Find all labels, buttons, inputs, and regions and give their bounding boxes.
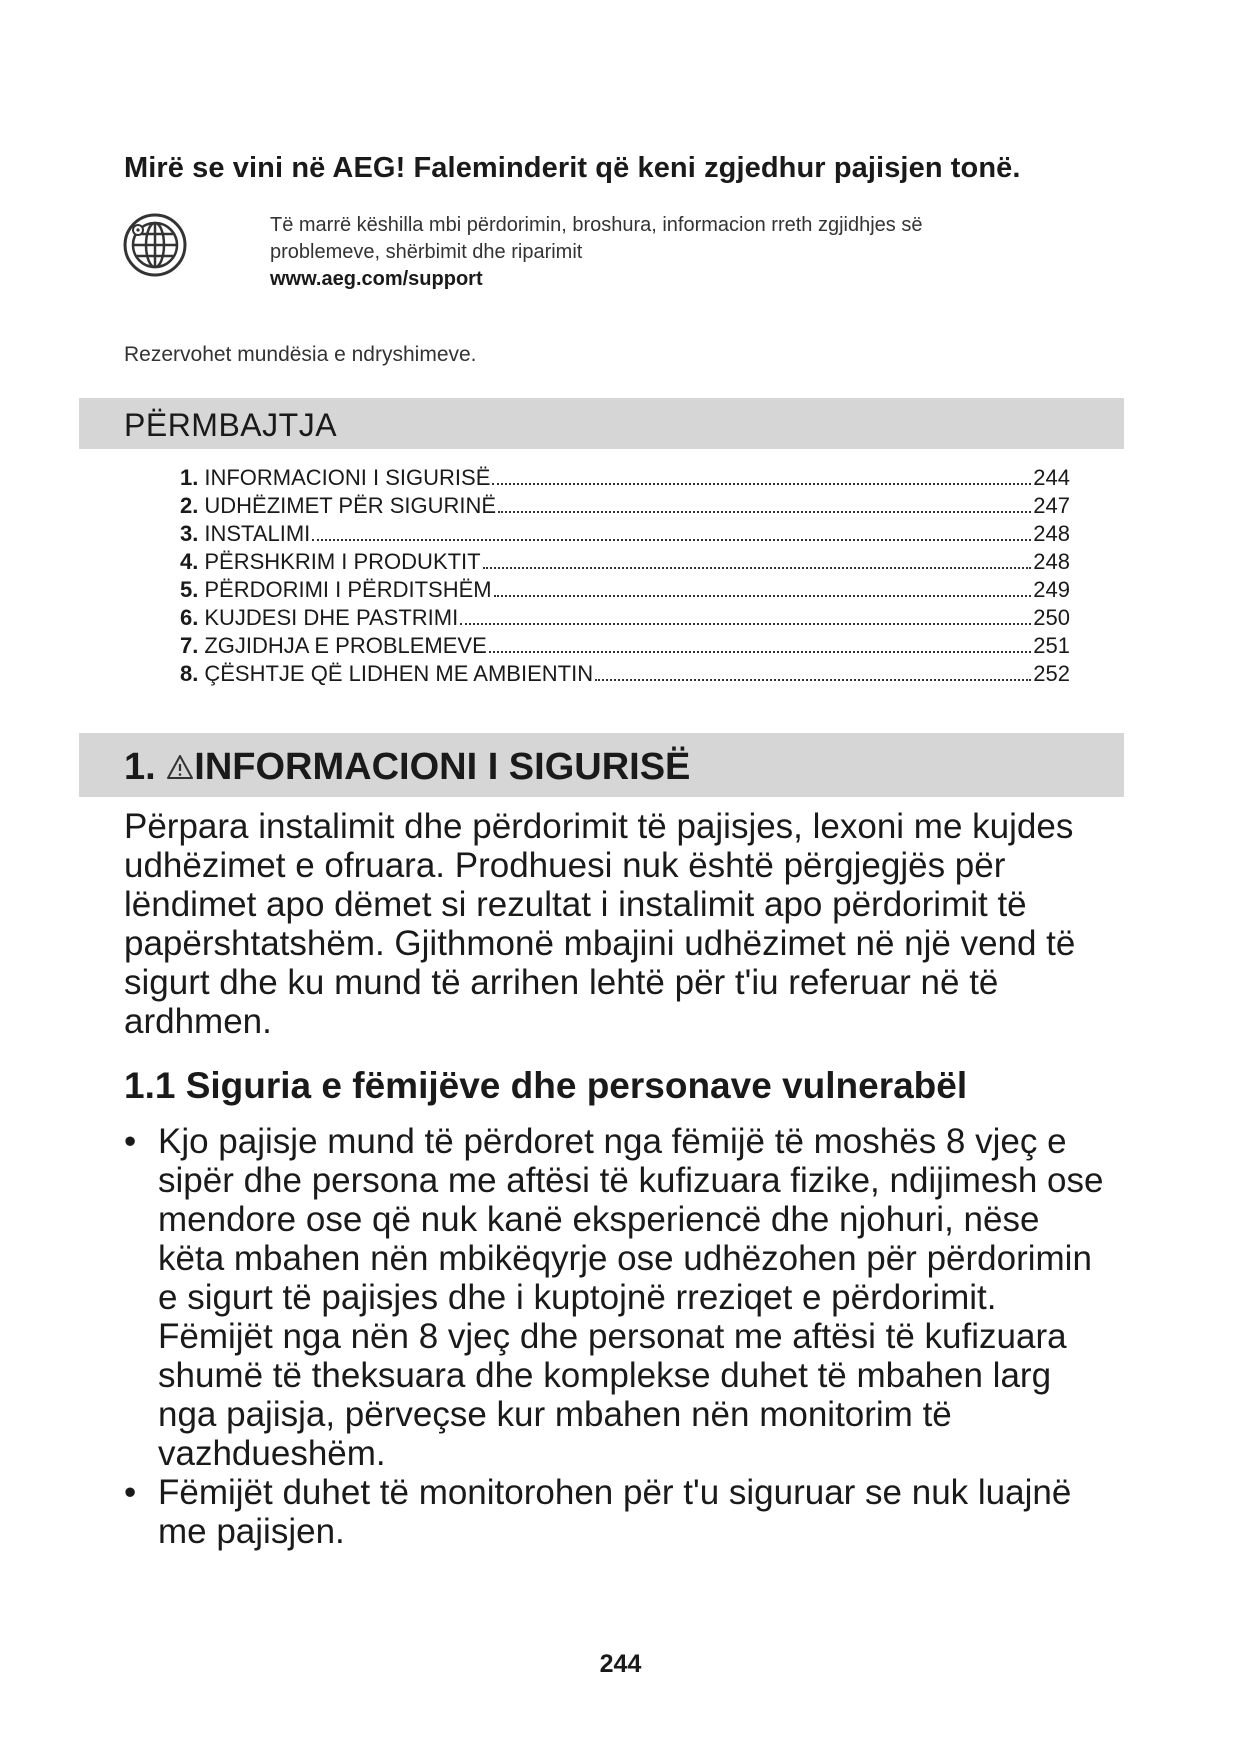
toc-item[interactable]	[180, 464, 1070, 492]
toc-title: PËRMBAJTJA	[124, 407, 338, 443]
page-number: 244	[599, 1650, 642, 1678]
toc-leader-dots	[498, 510, 1031, 513]
toc-item-page: 251	[1033, 633, 1070, 658]
globe-icon	[122, 212, 188, 278]
toc-item-page: 252	[1033, 661, 1070, 686]
toc-item-page: 248	[1033, 521, 1070, 546]
toc-item-number: 7.	[180, 633, 199, 658]
toc-item-page: 249	[1033, 577, 1070, 602]
support-line-2: problemeve, shërbimit dhe riparimit	[270, 241, 583, 263]
toc-leader-dots	[595, 678, 1031, 681]
toc-item-label: INSTALIMI	[204, 521, 311, 546]
section-number: 1.	[124, 746, 156, 788]
toc-item-page: 247	[1033, 493, 1070, 518]
support-url-link[interactable]: www.aeg.com/support	[270, 268, 483, 290]
list-item	[124, 1473, 1114, 1551]
toc-item[interactable]	[180, 660, 1070, 688]
bullet-text: Fëmijët duhet të monitorohen për t'u siguruar se nuk luajnë me pajisjen.	[158, 1473, 1072, 1551]
toc-item-label: PËRSHKRIM I PRODUKTIT	[204, 549, 481, 574]
toc-leader-dots	[492, 482, 1031, 485]
toc-item[interactable]	[180, 604, 1070, 632]
toc-item-number: 8.	[180, 661, 199, 686]
warning-icon	[166, 753, 194, 781]
bullet-symbol: •	[124, 1473, 137, 1512]
toc-item-label: PËRDORIMI I PËRDITSHËM	[204, 577, 492, 602]
toc-item-label: ÇËSHTJE QË LIDHEN ME AMBIENTIN	[204, 661, 594, 686]
toc-item-page: 244	[1033, 465, 1070, 490]
toc-item-page: 248	[1033, 549, 1070, 574]
subsection-title: 1.1 Siguria e fëmijëve dhe personave vulnerabël	[124, 1065, 968, 1106]
toc-item-label: KUJDESI DHE PASTRIMI	[204, 605, 459, 630]
toc-item[interactable]	[180, 548, 1070, 576]
list-item	[124, 1122, 1114, 1473]
toc-item-label: UDHËZIMET PËR SIGURINË	[204, 493, 497, 518]
toc-item-label: ZGJIDHJA E PROBLEMEVE	[204, 633, 487, 658]
safety-bullet-list	[124, 1122, 1114, 1551]
bullet-symbol: •	[124, 1122, 137, 1161]
toc-item[interactable]	[180, 632, 1070, 660]
toc-item-number: 5.	[180, 577, 199, 602]
toc-leader-dots	[312, 538, 1031, 541]
toc-item-label: INFORMACIONI I SIGURISË	[204, 465, 491, 490]
section-header-band	[79, 733, 1124, 797]
toc-leader-dots	[489, 650, 1032, 653]
reserve-notice: Rezervohet mundësia e ndryshimeve.	[124, 343, 477, 366]
toc-item-page: 250	[1033, 605, 1070, 630]
toc-leader-dots	[460, 622, 1031, 625]
toc-item[interactable]	[180, 520, 1070, 548]
toc-item-number: 1.	[180, 465, 199, 490]
welcome-heading: Mirë se vini në AEG! Faleminderit që keni zgjedhur pajisjen tonë.	[124, 152, 1021, 184]
section-title	[124, 746, 690, 789]
support-text	[270, 212, 1030, 293]
toc-item-number: 3.	[180, 521, 199, 546]
toc-item[interactable]	[180, 492, 1070, 520]
bullet-text: Kjo pajisje mund të përdoret nga fëmijë të moshës 8 vjeç e sipër dhe persona me aftësi të kufizuara fizike, ndijimesh ose mendore ose që nuk kanë eksperiencë dhe njohuri, nëse këta mbahen nën mbikëqyrje ose udhëzohen për përdorimin e sigurt të pajisjes dhe i kuptojnë rreziqet e përdorimit. Fëmijët nga nën 8 vjeç dhe personat me aftësi të kufizuara shumë të theksuara dhe komplekse duhet të mbahen larg nga pajisja, përveçse kur mbahen nën monitorim të vazhdueshëm.	[158, 1122, 1104, 1473]
toc-leader-dots	[483, 566, 1032, 569]
toc-item-number: 6.	[180, 605, 199, 630]
intro-paragraph: Përpara instalimit dhe përdorimit të pajisjes, lexoni me kujdes udhëzimet e ofruara. Prodhuesi nuk është përgjegjës për lëndimet apo dëmet si rezultat i instalimit apo përdorimit të papërshtatshëm. Gjithmonë mbajini udhëzimet në një vend të sigurt dhe ku mund të arrihen lehtë për t'iu referuar në të ardhmen.	[124, 807, 1076, 1041]
table-of-contents	[180, 464, 1070, 688]
toc-header-band	[79, 398, 1124, 449]
section-title-text: INFORMACIONI I SIGURISË	[194, 746, 691, 788]
support-line-1: Të marrë këshilla mbi përdorimin, broshura, informacion rreth zgjidhjes së	[270, 214, 923, 236]
toc-item[interactable]	[180, 576, 1070, 604]
toc-leader-dots	[494, 594, 1032, 597]
toc-item-number: 2.	[180, 493, 199, 518]
toc-item-number: 4.	[180, 549, 199, 574]
